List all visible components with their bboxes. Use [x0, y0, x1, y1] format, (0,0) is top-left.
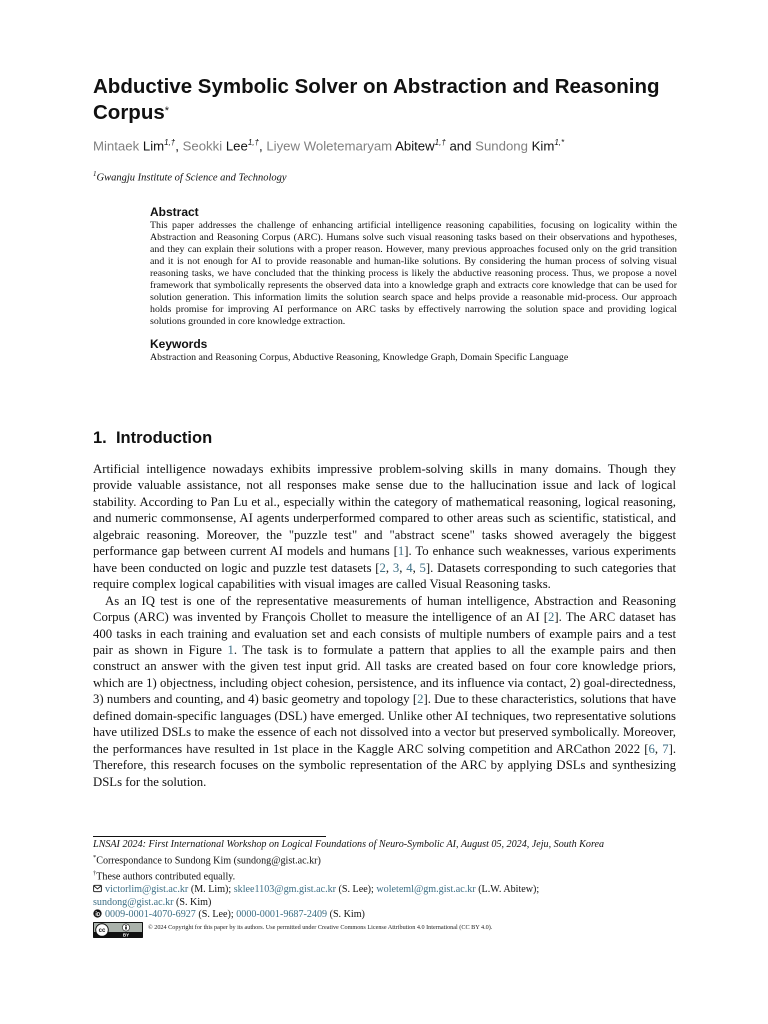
text-run: ]. Datasets corresponding to such categories that require complex logical capabilities with visual images are called Visual Reasoning tasks.: [93, 560, 677, 592]
text-run: Artificial intelligence nowadays exhibits impressive problem-solving skills in many domains. Though they provide valuable assistance, not all responses make sense due to the hallucination issue and lack of logical stability. According to Pan Lu et al., especially within the category of mathematical reasoning, logical reasoning, and numeric commonsense, AI agents underperformed compared to other areas such as scientific, statistical, and algebraic reasoning. Moreover, the "puzzle test" and "abstract scene" tasks showed averagely the biggest performance gap between current AI models and humans [: [93, 462, 676, 559]
section-number: 1.: [93, 429, 107, 447]
footnote-rule: [93, 836, 326, 837]
affiliation: [93, 170, 287, 184]
affiliation-text: Gwangju Institute of Science and Technology: [96, 172, 287, 184]
equal-contribution-note: [93, 868, 683, 884]
orcid-owner: (S. Kim): [327, 909, 365, 921]
venue-note: LNSAI 2024: First International Workshop on Logical Foundations of Neuro-Symbolic AI, August 05, 2024, Jeju, South Korea: [93, 839, 605, 850]
author-last-name: Kim: [531, 138, 555, 154]
email-line-2: [93, 897, 683, 910]
paper-title-text: Abductive Symbolic Solver on Abstraction and Reasoning Corpus: [93, 75, 660, 124]
figure-link[interactable]: 1: [227, 642, 234, 657]
author-affil-mark: 1,*: [554, 138, 565, 147]
author-first-name: Sundong: [475, 138, 528, 154]
correspondence-note: [93, 852, 683, 868]
paper-title: [93, 74, 693, 126]
author-affil-mark: 1,†: [434, 138, 446, 147]
text-run: ]. Due to these characteristics, solutions that have defined domain-specific languages (DSL) have emerged. Unlike other AI techniques, two representative solutions have utilized DSLs to make the essence of each not dissolved into a vector but preserved symbolically. Moreover, the performances have resulted in 1st place in the Kaggle ARC solving competition and ARCathon 2022 [: [93, 692, 676, 756]
citation-link[interactable]: 2: [417, 692, 424, 707]
author-and: and: [449, 138, 472, 154]
citation-link[interactable]: 6: [648, 741, 655, 756]
author-separator: ,: [175, 138, 179, 154]
author-list: [93, 138, 693, 153]
email-line: [93, 884, 683, 897]
correspondence-text: Correspondance to Sundong Kim (sundong@gist.ac.kr): [96, 855, 321, 867]
citation-link[interactable]: 7: [662, 741, 669, 756]
email-link[interactable]: sklee1103@gm.gist.ac.kr: [233, 883, 337, 895]
footnotes: [93, 839, 683, 922]
text-run: ]. The ARC dataset has 400 tasks in each training and evaluation set and each consists of multiple numbers of example pairs and a test pair as shown in Figure: [93, 610, 676, 657]
author-first-name: Liyew Woletemaryam: [266, 138, 393, 154]
section-title: Introduction: [115, 429, 213, 447]
cc-by-badge: [93, 922, 143, 938]
email-link[interactable]: victorlim@gist.ac.kr: [105, 883, 189, 895]
section-heading: [93, 429, 212, 448]
intro-paragraph-1: Artificial intelligence nowadays exhibits impressive problem-solving skills in many domains. Though they provide valuable assistance, not all responses make sense due to the hallucination issue and lack of logical stability. According to Pan Lu et al., especially within the category of mathematical reasoning, logical reasoning, and numeric commonsense, AI agents underperformed compared to other areas such as scientific, statistical, and algebraic reasoning. Moreover, the "puzzle test" and "abstract scene" tasks showed averagely the biggest performance gap between current AI models and humans [1]. To enhance such weaknesses, various experiments have been conducted on logic and puzzle test datasets [2, 3, 4, 5]. Datasets corresponding to such categories that require complex logical capabilities with visual images are called Visual Reasoning tasks.: [93, 462, 677, 592]
svg-text:cc: cc: [98, 928, 106, 935]
equal-contribution-text: These authors contributed equally.: [96, 871, 236, 883]
orcid-link[interactable]: 0009-0001-4070-6927: [105, 909, 196, 921]
orcid-owner: (S. Lee);: [195, 909, 237, 921]
author-first-name: Seokki: [182, 138, 223, 154]
keywords-text: Abstraction and Reasoning Corpus, Abductive Reasoning, Knowledge Graph, Domain Specific Language: [150, 351, 569, 363]
citation-link[interactable]: 5: [419, 560, 426, 575]
footnote-mark: *: [93, 853, 97, 861]
email-owner: (L.W. Abitew);: [475, 883, 540, 895]
keywords-heading: Keywords: [150, 336, 208, 351]
citation-link[interactable]: 3: [392, 560, 400, 575]
license-text: © 2024 Copyright for this paper by its authors. Use permitted under Creative Commons License Attribution 4.0 International (CC BY 4.0).: [148, 924, 493, 931]
text-run: ]. To enhance such weaknesses, various experiments have been conducted on logic and puzzle test datasets [: [93, 544, 676, 575]
affiliation-mark: 1: [93, 170, 97, 178]
footnote-mark: †: [93, 869, 97, 877]
abstract-block: [150, 205, 677, 364]
author-last-name: Lim: [142, 138, 165, 154]
orcid-icon: [93, 909, 102, 918]
author-affil-mark: 1,†: [247, 138, 259, 147]
envelope-icon: [93, 884, 102, 893]
title-footnote-mark: *: [164, 105, 170, 117]
author-separator: ,: [258, 138, 263, 154]
abstract-heading: Abstract: [150, 205, 199, 219]
citation-link[interactable]: 4: [406, 560, 413, 575]
orcid-line: [93, 909, 683, 922]
citation-link[interactable]: 1: [397, 544, 405, 559]
text-run: As an IQ test is one of the representative measurements of human intelligence, Abstraction and Reasoning Corpus (ARC) was invented by François Chollet to measure the intelligence of an AI [: [93, 593, 676, 625]
email-link[interactable]: woleteml@gm.gist.ac.kr: [376, 883, 476, 895]
citation-link[interactable]: 2: [548, 610, 555, 625]
email-link[interactable]: sundong@gist.ac.kr: [93, 896, 174, 908]
text-run: ]. Therefore, this research focuses on the symbolic representation of the ARC by applying DSLs and synthesizing DSLs for the solution.: [93, 741, 677, 789]
body-text: [93, 461, 676, 790]
intro-paragraph-2: As an IQ test is one of the representative measurements of human intelligence, Abstraction and Reasoning Corpus (ARC) was invented by François Chollet to measure the intelligence of an AI [2]. The ARC dataset has 400 tasks in each training and evaluation set and each consists of multiple numbers of example pairs and a test pair as shown in Figure 1. The task is to formulate a pattern that applies to all the example pairs and then construct an answer with the given test input grid. All tasks are created based on four core knowledge priors, which are 1) objectness, including object cohesion, persistence, and its influence via contact, 2) goal-directedness, 3) numbers and counting, and 4) basic geometry and topology [2]. Due to these characteristics, solutions that have defined domain-specific languages (DSL) have emerged. Unlike other AI techniques, two representative solutions have utilized DSLs to make the essence of each not dissolved into a vector but preserved symbolically. Moreover, the performances have resulted in 1st place in the Kaggle ARC solving competition and ARCathon 2022 [6, 7]. Therefore, this research focuses on the symbolic representation of the ARC by applying DSLs and synthesizing DSLs for the solution.: [93, 593, 677, 789]
abstract-text: This paper addresses the challenge of enhancing artificial intelligence reasoning capabilities, focusing on logicality within the Abstraction and Reasoning Corpus (ARC). Humans solve such visual reasoning tasks based on their observations and hypotheses, and they can explain their solutions with a proper reason. However, many previous approaches focused only on the grid transition and it is not enough for AI to provide reasonable and human-like solutions. By considering the human process of solving visual reasoning tasks, we have concluded that the thinking process is likely the abductive reasoning process. Thus, we propose a novel framework that symbolically represents the observed data into a knowledge graph and extracts core knowledge that can be used for solution generation. This information limits the solution search space and helps provide a reasonable mid-process. Our approach holds promise for improving AI performance on ARC tasks by effectively narrowing the solution space and providing logical solutions grounded in core knowledge extraction.: [150, 220, 677, 327]
author-affil-mark: 1,†: [164, 138, 176, 147]
svg-text:BY: BY: [122, 932, 130, 938]
author-last-name: Lee: [225, 138, 248, 154]
orcid-link[interactable]: 0000-0001-9687-2409: [236, 909, 328, 921]
email-owner: (S. Kim): [173, 896, 212, 908]
author-first-name: Mintaek: [93, 138, 140, 154]
citation-link[interactable]: 2: [379, 560, 386, 575]
text-run: . The task is to formulate a pattern that applies to all the example pairs and then construct an answer with the given test input grid. All tasks are created based on four core knowledge priors, which are 1) objectness, including object cohesion, persistence, and its influence via contact, 2) goal-directedness, 3) numbers and counting, and 4) basic geometry and topology [: [93, 642, 676, 707]
author-last-name: Abitew: [395, 138, 435, 154]
email-owner: (S. Lee);: [336, 883, 377, 895]
email-owner: (M. Lim);: [188, 883, 234, 895]
